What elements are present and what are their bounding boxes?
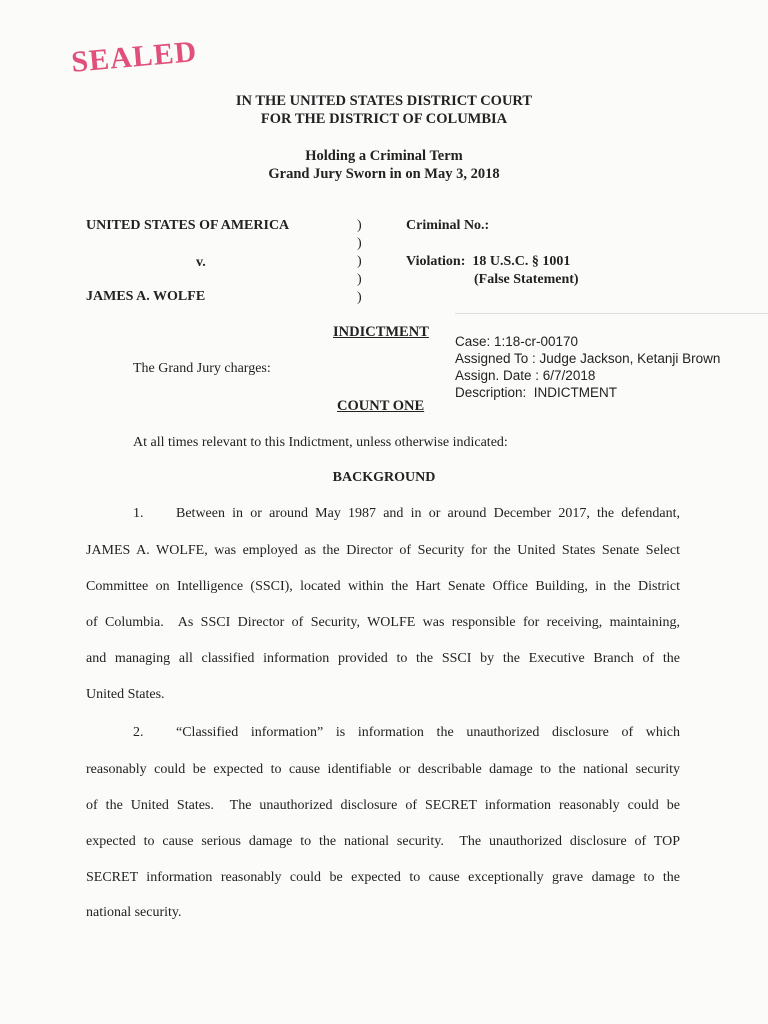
caption-paren: ) <box>357 254 362 269</box>
paragraph-1-line: and managing all classified information provided to the SSCI by the Executive Branch of the <box>86 651 680 666</box>
clerk-case-stamp <box>455 313 768 403</box>
paragraph-2-line: of the United States. The unauthorized disclosure of SECRET information reasonably could be <box>86 798 680 813</box>
criminal-number-label: Criminal No.: <box>406 218 490 233</box>
grand-jury-charges: The Grand Jury charges: <box>133 361 271 376</box>
paragraph-1-line: Committee on Intelligence (SSCI), located within the Hart Senate Office Building, in the District <box>86 579 680 594</box>
court-name-line2: FOR THE DISTRICT OF COLUMBIA <box>260 111 508 127</box>
paragraph-1-line: United States. <box>86 687 165 702</box>
defendant-name: JAMES A. WOLFE <box>86 289 206 304</box>
background-heading: BACKGROUND <box>332 470 436 485</box>
paragraph-2-line: reasonably could be expected to cause identifiable or describable damage to the national security <box>86 762 680 777</box>
paragraph-2-line: expected to cause serious damage to the national security. The unauthorized disclosure of TOP <box>86 834 680 849</box>
caption-paren: ) <box>357 218 362 233</box>
term-line2: Grand Jury Sworn in on May 3, 2018 <box>268 166 500 182</box>
paragraph-2-line: national security. <box>86 905 182 920</box>
term-line1: Holding a Criminal Term <box>305 148 463 164</box>
count-one-heading: COUNT ONE <box>337 398 425 414</box>
paragraph-2-line: “Classified information” is information the unauthorized disclosure of which <box>176 725 680 740</box>
violation-description: (False Statement) <box>474 272 579 287</box>
court-name-line1: IN THE UNITED STATES DISTRICT COURT <box>235 93 533 109</box>
stamp-description: Description: INDICTMENT <box>455 385 618 400</box>
plaintiff-name: UNITED STATES OF AMERICA <box>86 218 290 233</box>
violation-label: Violation: 18 U.S.C. § 1001 <box>406 254 571 269</box>
assigned-judge: Assigned To : Judge Jackson, Ketanji Brown <box>455 351 721 366</box>
sealed-stamp: SEALED <box>70 35 199 79</box>
preamble: At all times relevant to this Indictment, unless otherwise indicated: <box>133 435 508 450</box>
paragraph-1-line: of Columbia. As SSCI Director of Security, WOLFE was responsible for receiving, maintaining, <box>86 615 680 630</box>
paragraph-1-number: 1. <box>133 506 144 521</box>
caption-paren: ) <box>357 272 362 287</box>
caption-paren: ) <box>357 236 362 251</box>
paragraph-2-line: SECRET information reasonably could be expected to cause exceptionally grave damage to the <box>86 870 680 885</box>
paragraph-1-line: JAMES A. WOLFE, was employed as the Director of Security for the United States Senate Select <box>86 543 680 558</box>
indictment-heading: INDICTMENT <box>333 324 429 340</box>
caption-paren: ) <box>357 290 362 305</box>
paragraph-1-line: Between in or around May 1987 and in or around December 2017, the defendant, <box>176 506 680 521</box>
case-number: Case: 1:18-cr-00170 <box>455 334 579 349</box>
versus: v. <box>196 255 206 270</box>
assign-date: Assign. Date : 6/7/2018 <box>455 368 596 383</box>
paragraph-2-number: 2. <box>133 725 144 740</box>
